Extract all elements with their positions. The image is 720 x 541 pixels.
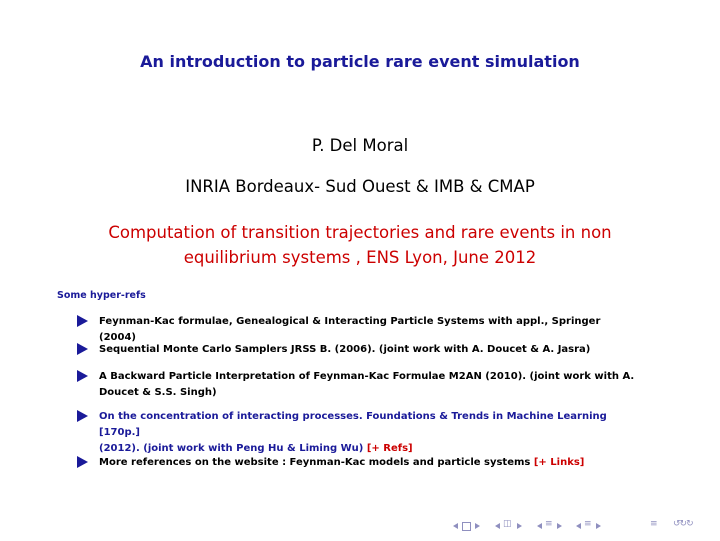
ref-line-1[interactable]: On the concentration of interacting processes. Foundations & Trends in Machine Learning [170p.] xyxy=(99,411,607,438)
ref-line-1: A Backward Particle Interpretation of Feynman-Kac Formulae M2AN (2010). (joint work with A. xyxy=(99,371,635,382)
ref-line-2[interactable]: (2012). (joint work with Peng Hu & Liming Wu) xyxy=(99,443,364,454)
nav-prev-page-icon[interactable] xyxy=(576,523,581,529)
nav-frame-icon[interactable] xyxy=(462,522,471,531)
nav-align-icon[interactable]: ≡ xyxy=(650,519,658,529)
triangle-bullet-icon xyxy=(77,343,88,355)
nav-section-icon[interactable]: ≡ xyxy=(545,519,553,529)
triangle-bullet-icon xyxy=(77,315,88,327)
ref-link-text[interactable] xyxy=(99,409,639,457)
event-line-1: Computation of transition trajectories and rare events in non xyxy=(108,223,612,242)
nav-next-subsection-icon[interactable] xyxy=(517,523,522,529)
nav-prev-frame-icon[interactable] xyxy=(453,523,458,529)
ref-text xyxy=(99,455,639,471)
ref-line: More references on the website : Feynman-Kac models and particle systems xyxy=(99,457,531,468)
refs-heading: Some hyper-refs xyxy=(57,290,146,301)
triangle-bullet-icon xyxy=(77,410,88,422)
triangle-bullet-icon xyxy=(77,370,88,382)
links-link[interactable]: [+ Links] xyxy=(533,457,585,468)
nav-page-icon[interactable]: ≡ xyxy=(584,519,592,529)
ref-line-2: Doucet & S.S. Singh) xyxy=(99,387,217,398)
triangle-bullet-icon xyxy=(77,456,88,468)
nav-search-icon[interactable]: ↺↻↻ xyxy=(673,519,693,529)
ref-text: Sequential Monte Carlo Samplers JRSS B. (2006). (joint work with A. Doucet & A. Jasra) xyxy=(99,344,591,355)
nav-prev-subsection-icon[interactable] xyxy=(495,523,500,529)
beamer-navigation xyxy=(453,519,713,535)
ref-text: Feynman-Kac formulae, Genealogical & Interacting Particle Systems with appl., Springer (2004) xyxy=(99,316,601,343)
refs-link[interactable]: [+ Refs] xyxy=(366,443,413,454)
affiliation: INRIA Bordeaux- Sud Ouest & IMB & CMAP xyxy=(185,177,535,196)
nav-next-page-icon[interactable] xyxy=(596,523,601,529)
ref-text xyxy=(99,369,639,401)
author: P. Del Moral xyxy=(311,136,409,155)
nav-prev-section-icon[interactable] xyxy=(537,523,542,529)
nav-subsection-icon[interactable]: ◫ xyxy=(503,519,512,529)
nav-next-section-icon[interactable] xyxy=(557,523,562,529)
event-description xyxy=(80,220,640,270)
event-line-2: equilibrium systems , ENS Lyon, June 2012 xyxy=(183,248,537,267)
nav-next-frame-icon[interactable] xyxy=(475,523,480,529)
slide-title: An introduction to particle rare event simulation xyxy=(140,52,580,71)
